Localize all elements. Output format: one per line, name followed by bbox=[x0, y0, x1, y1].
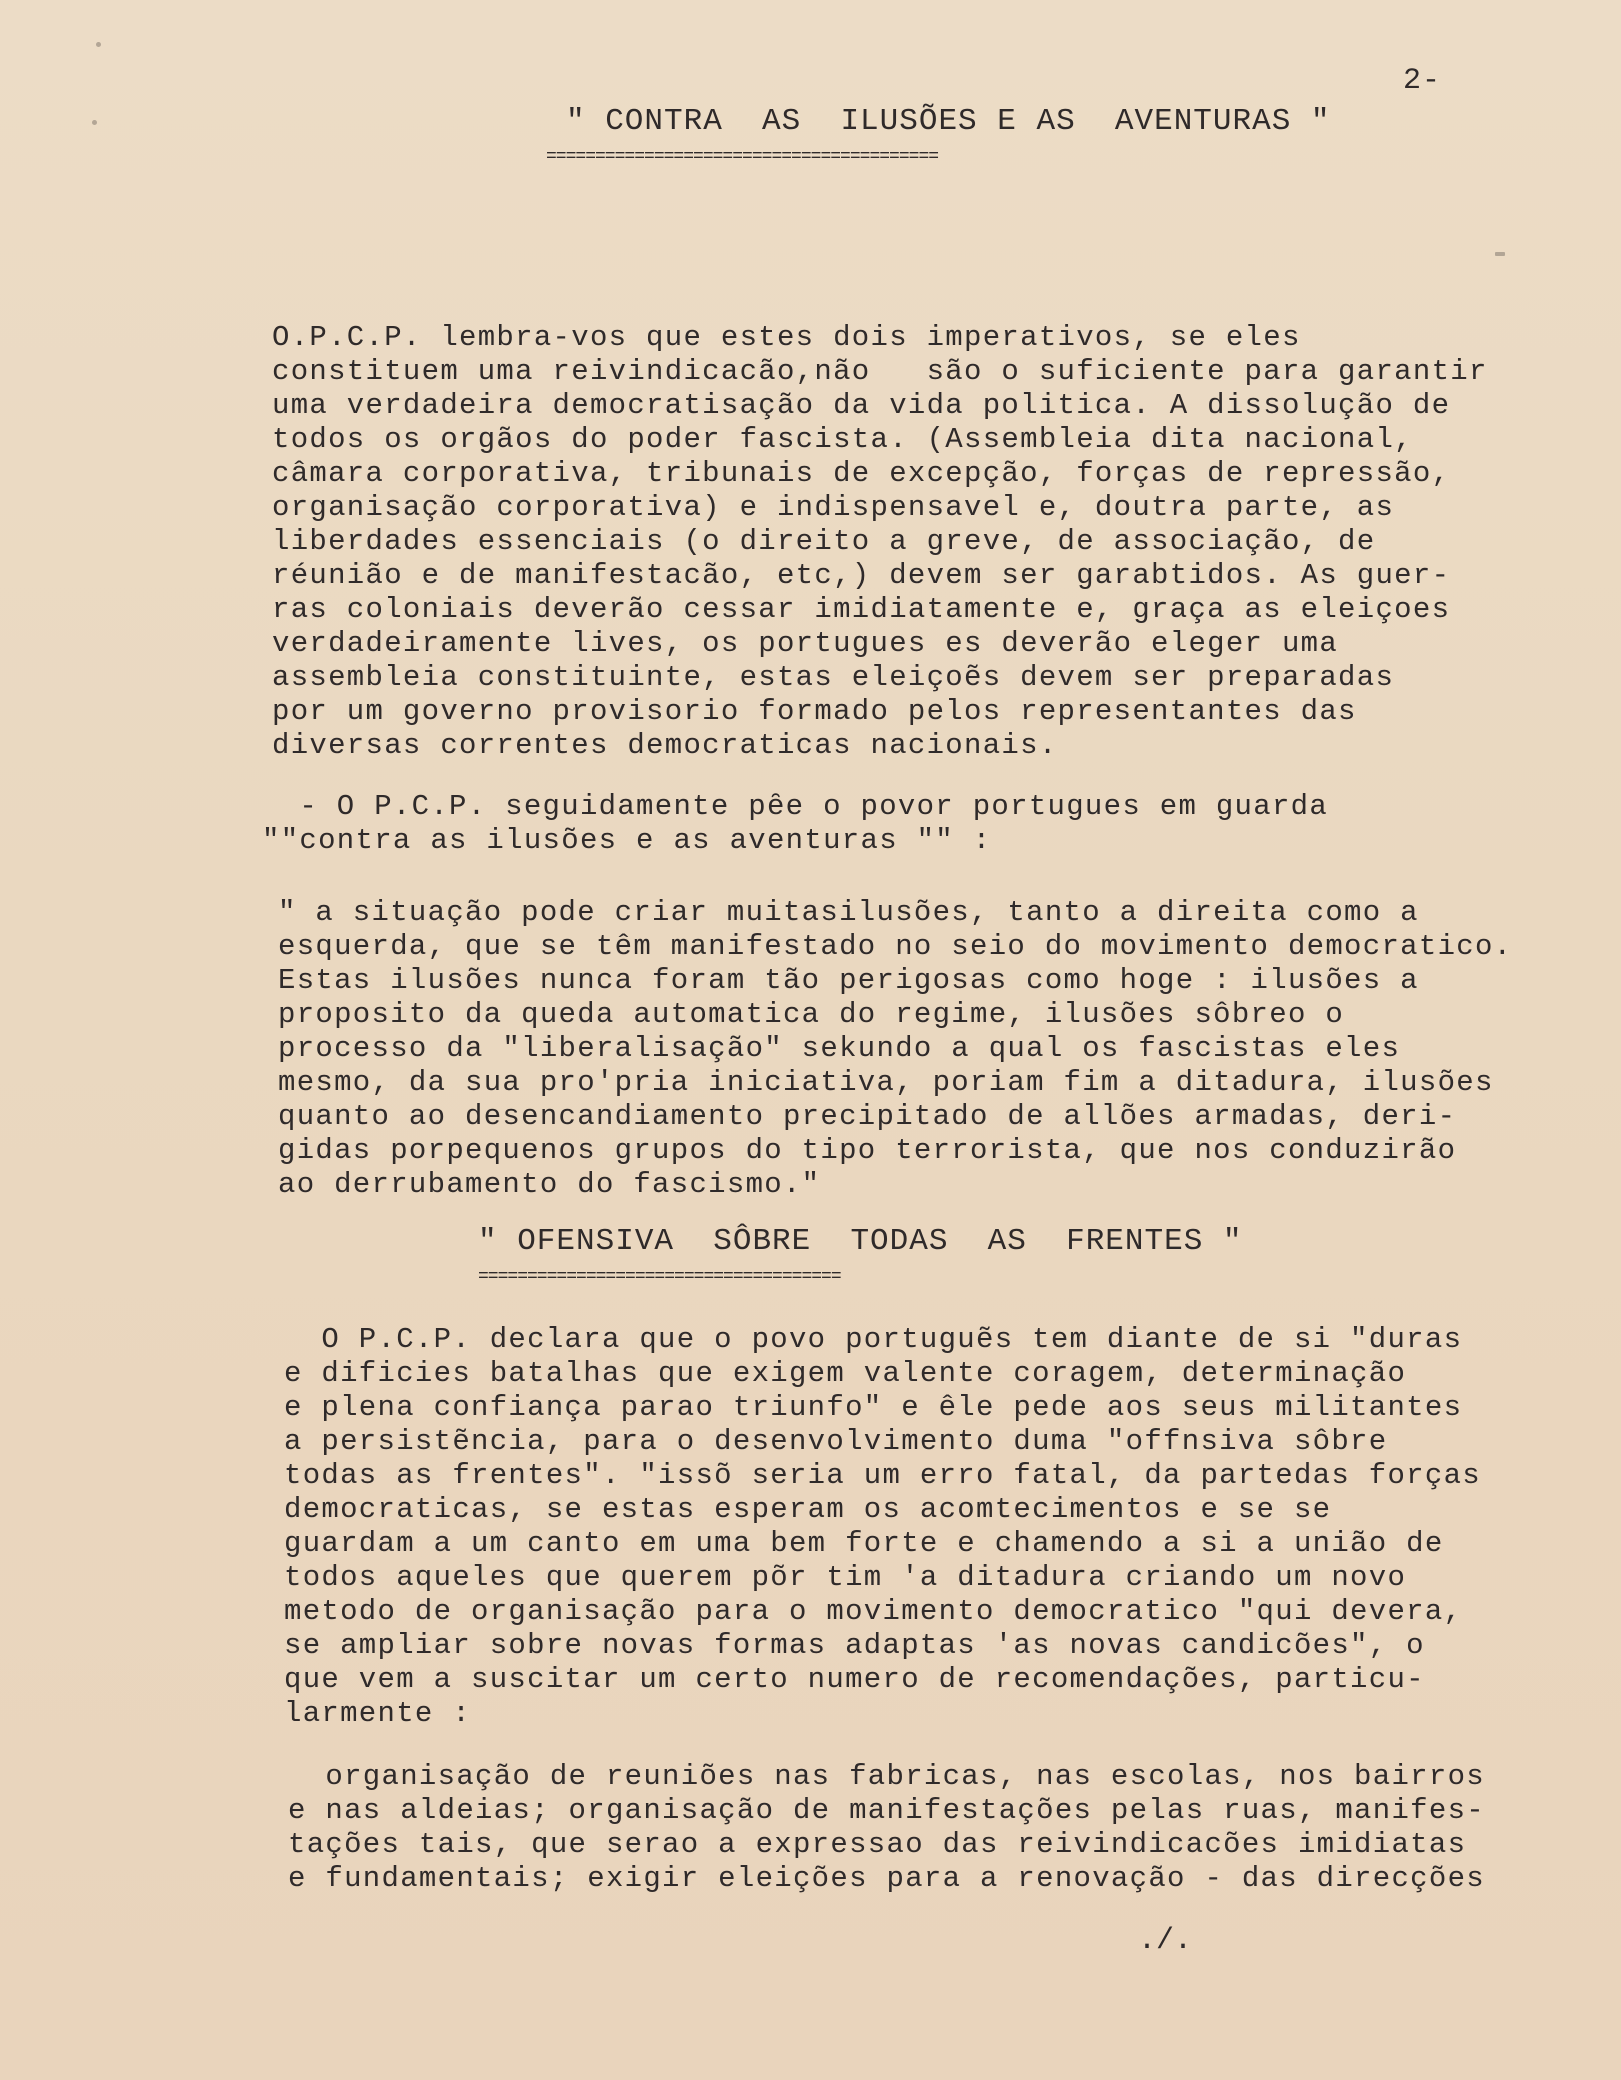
paragraph-warning-intro bbox=[262, 790, 1328, 858]
paragraph-illusions-quote bbox=[278, 896, 1512, 1202]
text-line: organisação de reuniões nas fabricas, nas escolas, nos bairros bbox=[288, 1760, 1485, 1793]
text-line: mesmo, da sua pro'pria iniciativa, poriam fim a ditadura, ilusões bbox=[278, 1066, 1494, 1099]
text-line: todas as frentes". "issõ seria um erro fatal, da partedas forças bbox=[284, 1459, 1481, 1492]
section-title-ofensiva: " OFENSIVA SÔBRE TODAS AS FRENTES " bbox=[478, 1224, 1243, 1259]
paper-speck bbox=[96, 42, 101, 47]
text-line: proposito da queda automatica do regime, ilusões sôbreo o bbox=[278, 998, 1345, 1031]
text-line: todos aqueles que querem põr tim 'a ditadura criando um novo bbox=[284, 1561, 1407, 1594]
text-line: que vem a suscitar um certo numero de recomendações, particu- bbox=[284, 1663, 1425, 1696]
text-line: liberdades essenciais (o direito a greve, de associação, de bbox=[272, 525, 1376, 558]
text-line: tações tais, que serao a expressao das reivindicacões imidiatas bbox=[288, 1828, 1467, 1861]
paper-speck bbox=[92, 120, 97, 125]
text-line: quanto ao desencandiamento precipitado de allões armadas, deri- bbox=[278, 1100, 1457, 1133]
text-line: a persistẽncia, para o desenvolvimento duma "offnsiva sôbre bbox=[284, 1425, 1388, 1458]
text-line: ras coloniais deverão cessar imidiatamente e, graça as eleiçoes bbox=[272, 593, 1451, 626]
text-line: uma verdadeira democratisação da vida politica. A dissolução de bbox=[272, 389, 1451, 422]
text-line: e dificies batalhas que exigem valente coragem, determinação bbox=[284, 1357, 1407, 1390]
text-line: ""contra as ilusões e as aventuras "" : bbox=[262, 824, 992, 857]
text-line: guardam a um canto em uma bem forte e chamendo a si a união de bbox=[284, 1527, 1444, 1560]
text-line: larmente : bbox=[284, 1697, 472, 1730]
text-line: processo da "liberalisação" sekundo a qual os fascistas eles bbox=[278, 1032, 1401, 1065]
text-line: se ampliar sobre novas formas adaptas 'as novas candicões", o bbox=[284, 1629, 1425, 1662]
text-line: " a situação pode criar muitasilusões, tanto a direita como a bbox=[278, 896, 1419, 929]
text-line: constituem uma reivindicacão,não são o suficiente para garantir bbox=[272, 355, 1488, 388]
text-line: O.P.C.P. lembra-vos que estes dois imperativos, se eles bbox=[272, 321, 1301, 354]
text-line: diversas correntes democraticas nacionais. bbox=[272, 729, 1058, 762]
text-line: câmara corporativa, tribunais de excepção, forças de repressão, bbox=[272, 457, 1451, 490]
paragraph-opcp-imperatives bbox=[272, 321, 1488, 763]
text-line: organisação corporativa) e indispensavel e, doutra parte, as bbox=[272, 491, 1395, 524]
text-line: e plena confiança parao triunfo" e êle pede aos seus militantes bbox=[284, 1391, 1463, 1424]
text-line: verdadeiramente lives, os portugues es deverão eleger uma bbox=[272, 627, 1339, 660]
text-line: e fundamentais; exigir eleições para a renovação - das direcções bbox=[288, 1862, 1485, 1895]
section-title-underline: ======================================== bbox=[546, 148, 939, 166]
section-title-underline: ===================================== bbox=[478, 1268, 841, 1286]
text-line: O P.C.P. declara que o povo portuguẽs tem diante de si "duras bbox=[284, 1323, 1463, 1356]
text-line: esquerda, que se têm manifestado no seio do movimento democratico. bbox=[278, 930, 1513, 963]
text-line: e nas aldeias; organisação de manifestações pelas ruas, manifes- bbox=[288, 1794, 1485, 1827]
text-line: assembleia constituinte, estas eleiçoẽs devem ser preparadas bbox=[272, 661, 1395, 694]
text-line: ao derrubamento do fascismo." bbox=[278, 1168, 821, 1201]
paper-speck bbox=[1495, 252, 1505, 256]
text-line: réunião e de manifestacão, etc,) devem ser garabtidos. As guer- bbox=[272, 559, 1451, 592]
text-line: metodo de organisação para o movimento democratico "qui devera, bbox=[284, 1595, 1463, 1628]
section-title-contra-ilusoes: " CONTRA AS ILUSÕES E AS AVENTURAS " bbox=[566, 104, 1331, 139]
paragraph-recommendations bbox=[288, 1760, 1485, 1896]
text-line: - O P.C.P. seguidamente pȇe o povor portugues em guarda bbox=[262, 790, 1329, 823]
page-number: 2- bbox=[1403, 64, 1442, 98]
continuation-mark: ./. bbox=[1138, 1924, 1193, 1958]
text-line: gidas porpequenos grupos do tipo terrorista, que nos conduzirão bbox=[278, 1134, 1457, 1167]
text-line: todos os orgãos do poder fascista. (Assembleia dita nacional, bbox=[272, 423, 1413, 456]
paragraph-pcp-declaration bbox=[284, 1323, 1481, 1731]
text-line: democraticas, se estas esperam os acomtecimentos e se se bbox=[284, 1493, 1332, 1526]
text-line: por um governo provisorio formado pelos representantes das bbox=[272, 695, 1357, 728]
text-line: Estas ilusões nunca foram tão perigosas como hoge : ilusões a bbox=[278, 964, 1419, 997]
